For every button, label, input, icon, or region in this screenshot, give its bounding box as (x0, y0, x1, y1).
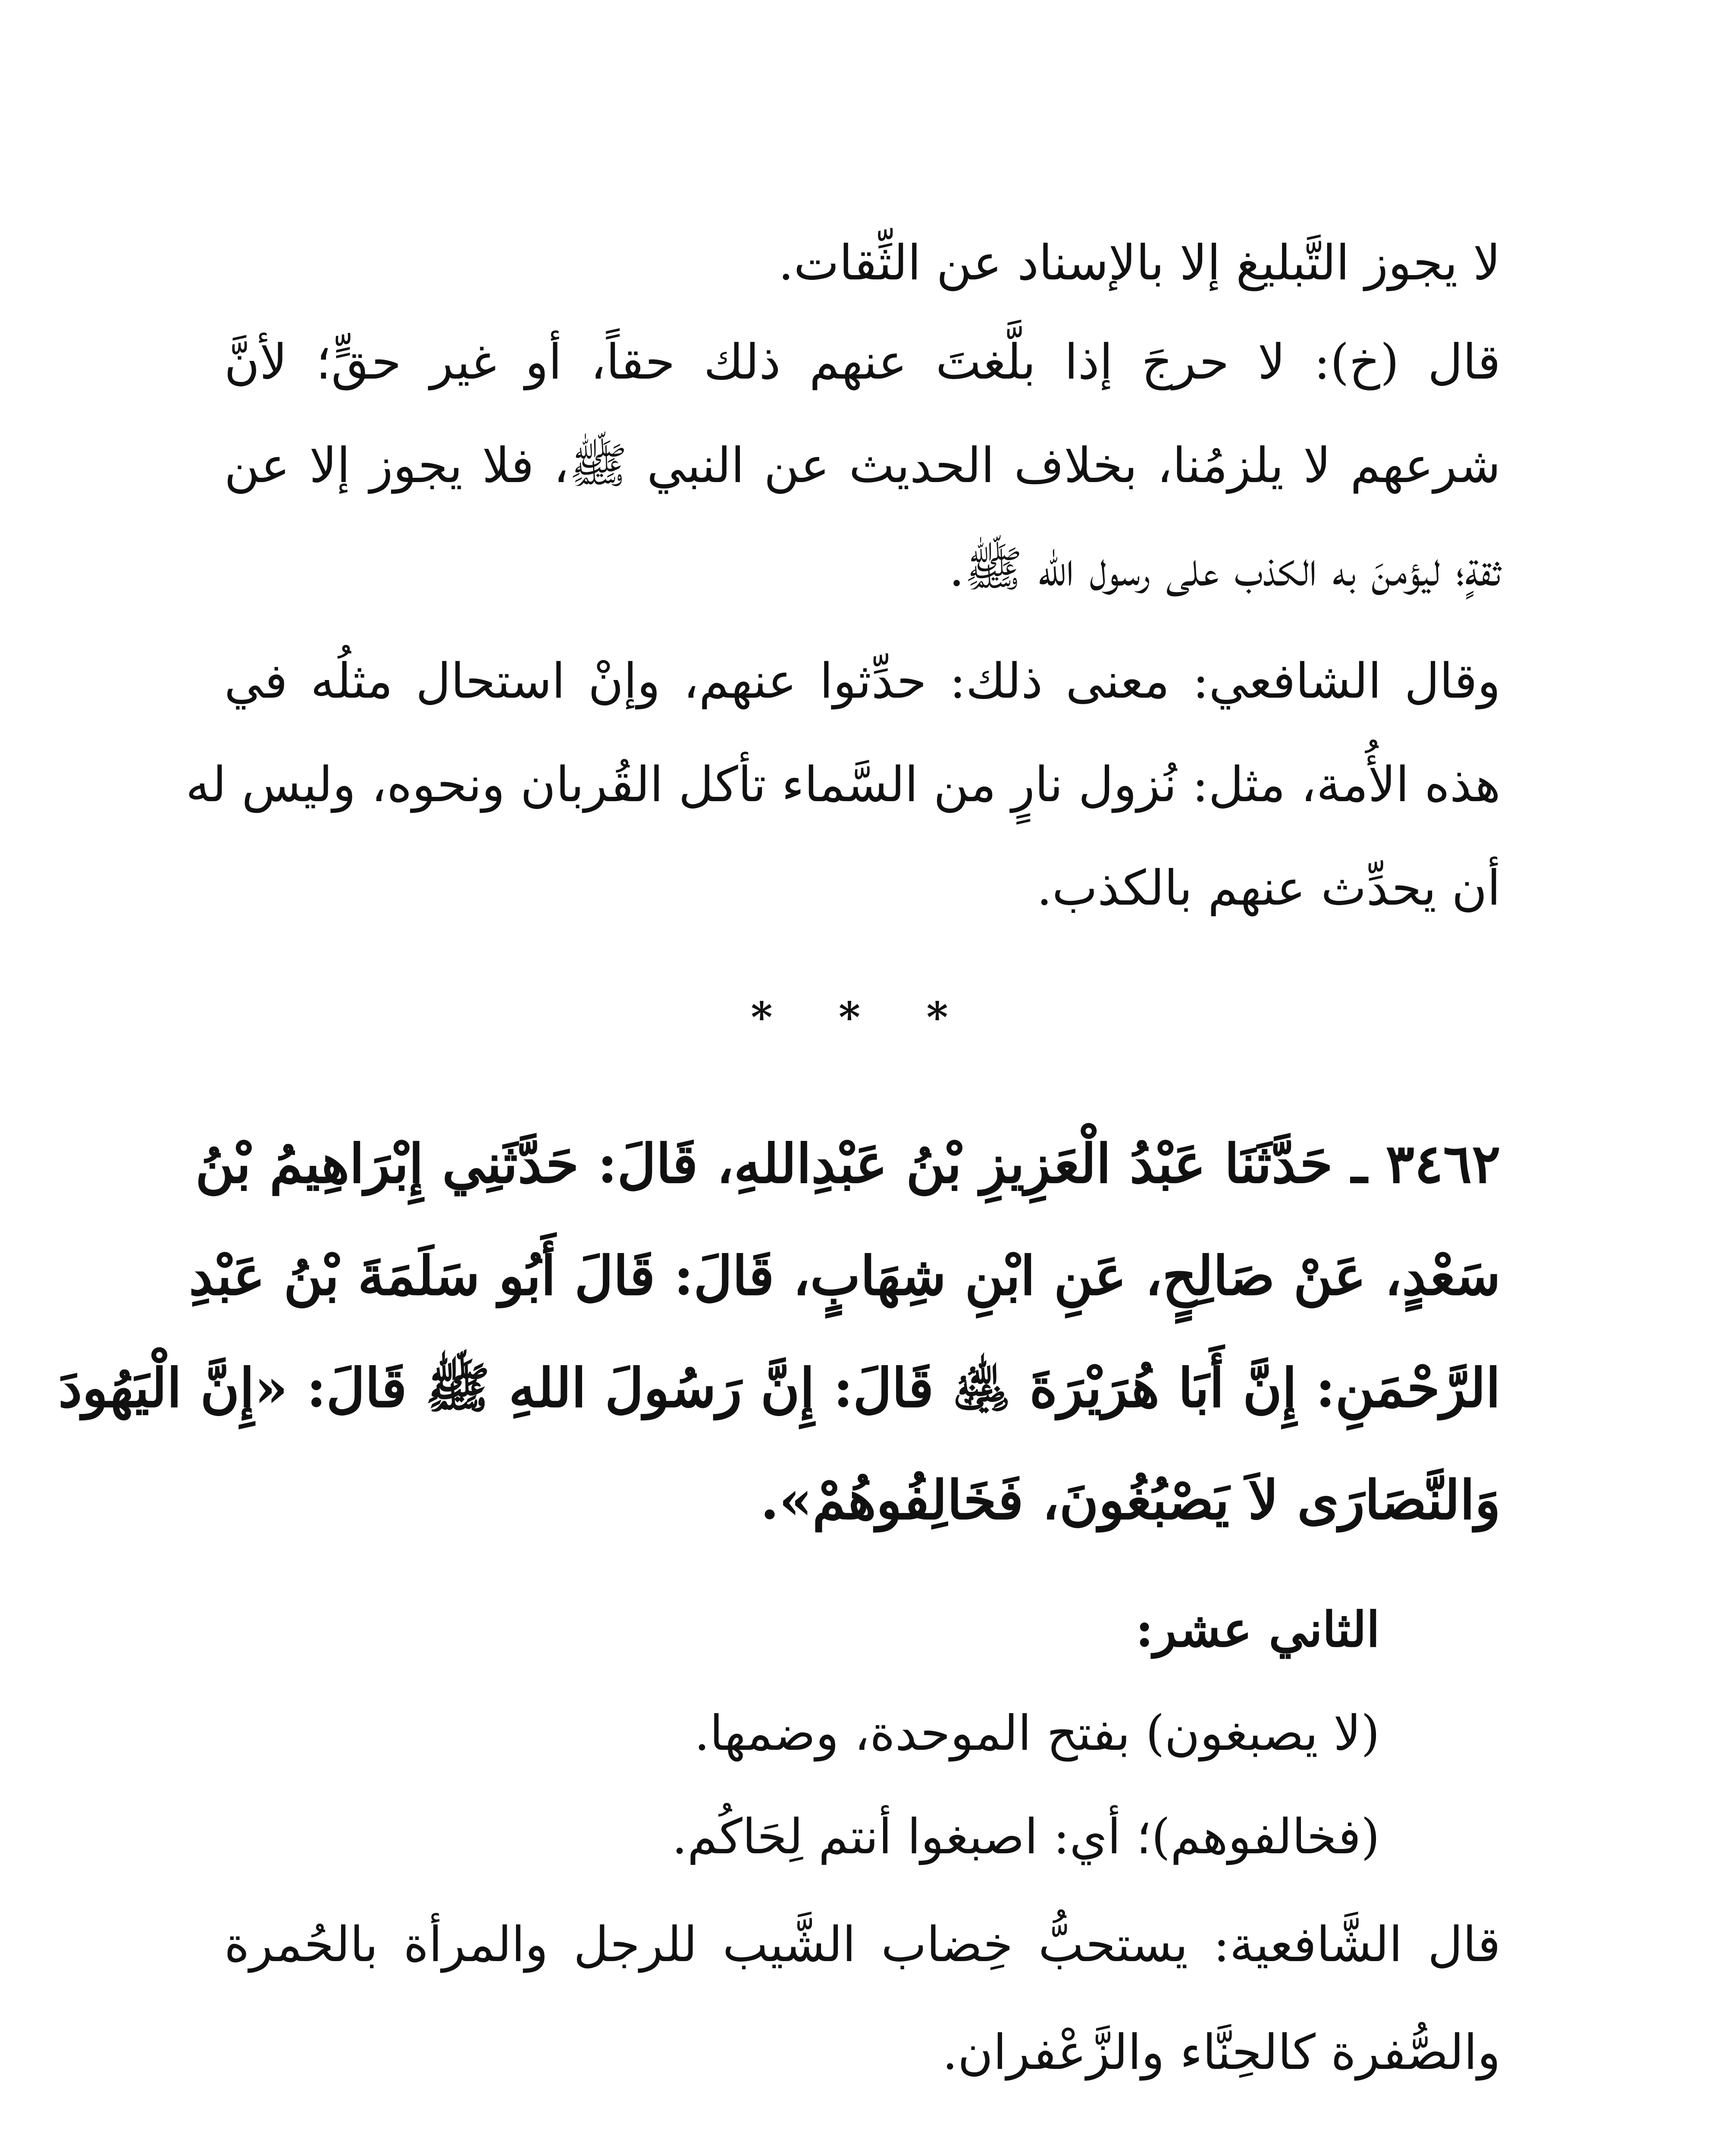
text-line: قال الشَّافعية: يستحبُّ خِضاب الشَّيب للرجل والمرأة بالحُمرة (224, 1917, 1501, 1973)
text-line: لا يجوز التَّبليغ إلا بالإسناد عن الثِّقات. (778, 235, 1501, 291)
text-line: هذه الأُمة، مثل: نُزول نارٍ من السَّماء تأكل القُربان ونحوه، وليس له (185, 757, 1501, 813)
hadith-line: سَعْدٍ، عَنْ صَالِحٍ، عَنِ ابْنِ شِهَابٍ، قَالَ: قَالَ أَبُو سَلَمَةَ بْنُ عَبْدِ (189, 1245, 1501, 1307)
text-line: قال (خ): لا حرجَ إذا بلَّغتَ عنهم ذلك حقاً، أو غير حقٍّ؛ لأنَّ (224, 334, 1501, 390)
text-line: أن يحدِّث عنهم بالكذب. (1037, 860, 1501, 916)
section-separator: * * * (751, 993, 974, 1042)
text-line: شرعهم لا يلزمُنا، بخلاف الحديث عن النبي ﷺ، فلا يجوز إلا عن (224, 438, 1501, 494)
note-line: (فخالفوهم)؛ أي: اصبغوا أنتم لِحَاكُم. (672, 1809, 1380, 1865)
hadith-line: الرَّحْمَنِ: إِنَّ أَبَا هُرَيْرَةَ ﵁ قَالَ: إِنَّ رَسُولَ اللهِ ﷺ قَالَ: «إِنَّ الْيَهُودَ (58, 1357, 1501, 1420)
hadith-line: ٣٤٦٢ ـ حَدَّثَنَا عَبْدُ الْعَزِيزِ بْنُ عَبْدِاللهِ، قَالَ: حَدَّثَنِي إِبْرَاهِيمُ بْنُ (195, 1133, 1501, 1195)
hadith-line: وَالنَّصَارَى لاَ يَصْبُغُونَ، فَخَالِفُوهُمْ». (760, 1469, 1501, 1532)
text-line: ثقةٍ؛ ليؤمنَ به الكذب على رسول الله ﷺ. (949, 541, 1501, 597)
page (58, 0, 1501, 2156)
section-heading: الثاني عشر: (1135, 1601, 1380, 1658)
text-line: والصُّفرة كالحِنَّاء والزَّعْفران. (942, 2024, 1501, 2081)
text-line: وقال الشافعي: معنى ذلك: حدِّثوا عنهم، وإنْ استحال مثلُه في (224, 653, 1501, 709)
note-line: (لا يصبغون) بفتح الموحدة، وضمها. (694, 1705, 1380, 1761)
